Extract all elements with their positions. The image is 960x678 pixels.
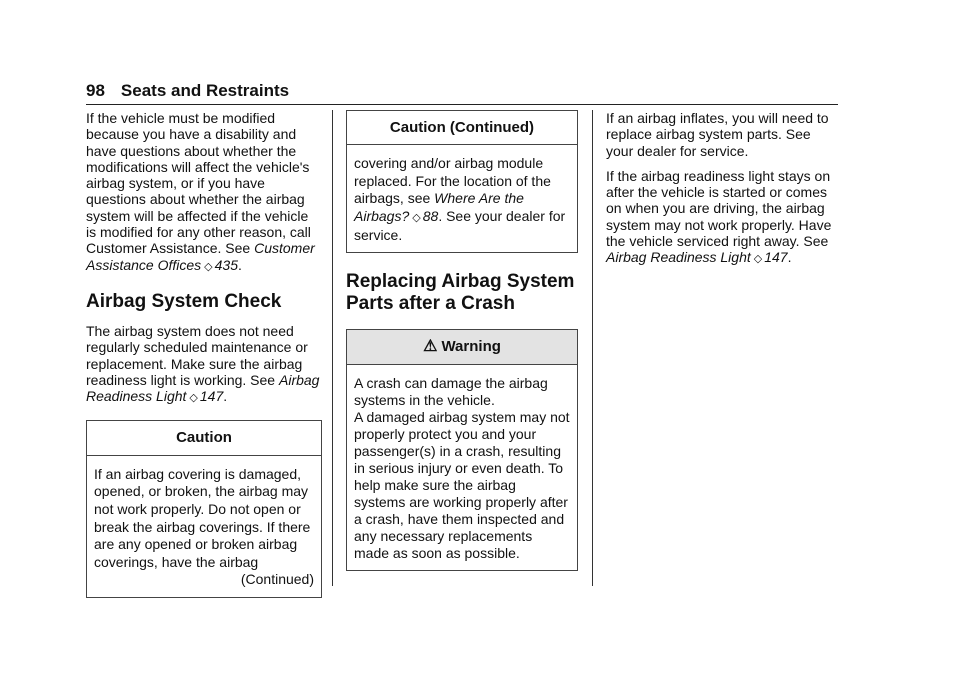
warning-title: ⚠ Warning: [347, 330, 577, 364]
page-header: [86, 80, 838, 105]
warning-box: [346, 329, 578, 570]
inflation-paragraph: If an airbag inflates, you will need to replace airbag system parts. See your dealer for service.: [606, 110, 829, 159]
warning-icon: ⚠: [423, 338, 438, 356]
page-number: 98: [86, 81, 105, 100]
section-heading: Replacing Airbag System Parts after a Crash: [346, 271, 575, 315]
page-ref-icon: ◇: [412, 211, 421, 224]
warning-text-2: A damaged airbag system may not properly protect you and your passenger(s) in a crash, resulting in serious injury or even death. To help make sure the airbag systems are working properly after a crash, have them inspected and any necessary replacements made as soon as possible.: [354, 408, 570, 561]
customer-assistance-link[interactable]: Customer Assistance Offices: [86, 240, 315, 273]
airbag-location-link[interactable]: Where Are the Airbags?: [354, 190, 524, 224]
column-right: [606, 110, 840, 277]
column-left: [86, 110, 322, 598]
warning-text-1: A crash can damage the airbag systems in the vehicle.: [354, 374, 548, 408]
caution-title: Caution: [87, 421, 321, 455]
readiness-light-link[interactable]: Airbag Readiness Light: [606, 249, 751, 266]
column-middle: [346, 110, 578, 571]
page-ref-icon: ◇: [204, 260, 213, 273]
readiness-light-link[interactable]: Airbag Readiness Light: [86, 371, 320, 405]
caution-continued-text: covering and/or airbag module replaced. For the location of the airbags, see Where Are the Airbags? ◇ 88. See your dealer for service.: [354, 155, 566, 243]
check-paragraph: The airbag system does not need regularly scheduled maintenance or replacement. Make sure the airbag readiness light is working. See Airbag Readiness Light ◇ 147.: [86, 322, 320, 405]
intro-paragraph: If the vehicle must be modified because you have a disability and have questions about whether the modifications will affect the vehicle's airbag system, or if you have questions about whether the airbag system will be affected if the vehicle is modified for any other reason, call Customer Assistance. See Customer Assistance Offices ◇ 435.: [86, 110, 315, 273]
continued-label: (Continued): [240, 571, 314, 588]
page-ref[interactable]: 147: [764, 249, 788, 266]
page-ref[interactable]: 147: [199, 388, 224, 405]
column-divider: [592, 110, 593, 586]
section-title: Seats and Restraints: [120, 81, 290, 100]
page-ref[interactable]: 88: [422, 207, 439, 224]
caution-continued-box: [346, 110, 578, 253]
section-heading: Airbag System Check: [86, 290, 282, 312]
page-ref[interactable]: 435: [214, 256, 238, 273]
page-ref-icon: ◇: [753, 253, 763, 266]
page-ref-icon: ◇: [189, 392, 198, 405]
caution-continued-title: Caution (Continued): [347, 111, 577, 145]
column-divider: [332, 110, 333, 586]
caution-box: [86, 420, 322, 597]
caution-text: If an airbag covering is damaged, opened, or broken, the airbag may not work properly. Do not open or break the airbag coverings. If there are any opened or broken airbag coverings, have the airbag: [94, 465, 311, 570]
readiness-paragraph: If the airbag readiness light stays on after the vehicle is started or comes on when you are driving, the airbag system may not work properly. Have the vehicle serviced right away. See Airbag Readiness Light ◇ 147.: [606, 167, 832, 266]
